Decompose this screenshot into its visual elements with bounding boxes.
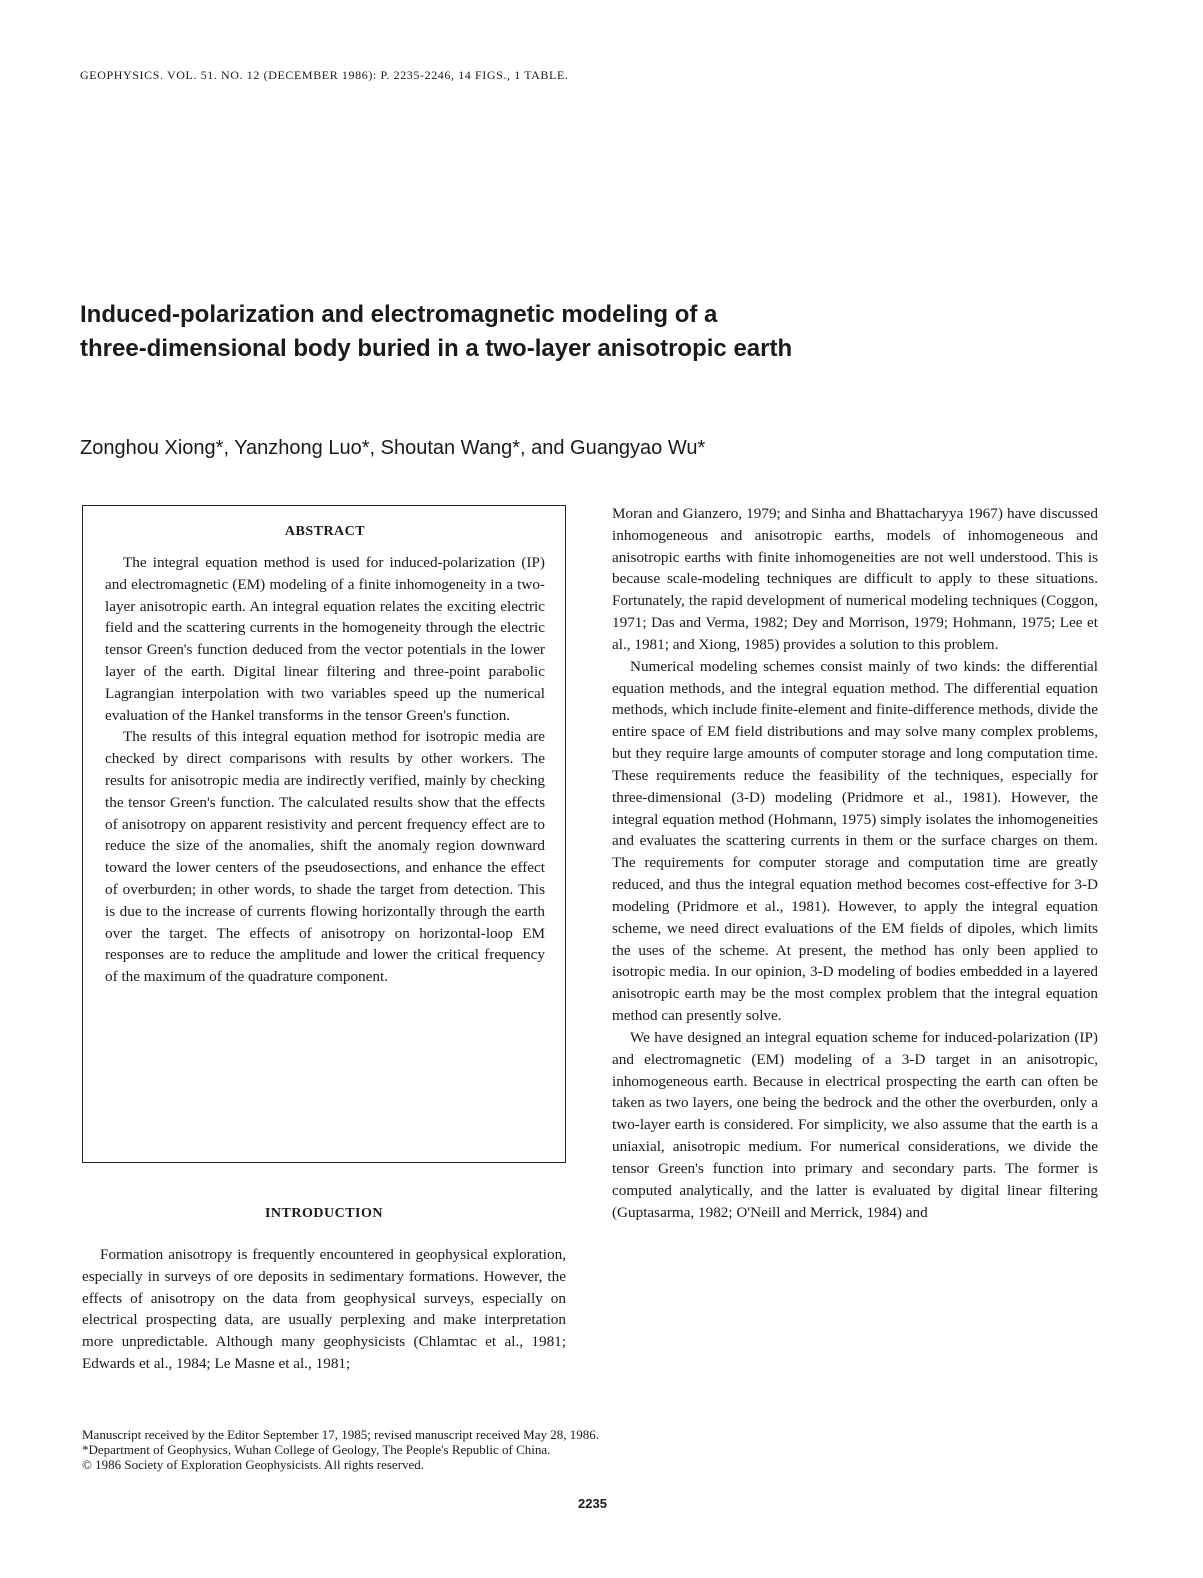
title-line-2: three-dimensional body buried in a two-layer anisotropic earth xyxy=(80,335,793,362)
abstract-paragraph-1: The integral equation method is used for induced-polarization (IP) and electromagnetic (EM) modeling of a finite inhomogeneity in a two-layer anisotropic earth. An integral equation relates the exciting electric field and the scattering currents in the homogeneity through the electric tensor Green's function deduced from the vector potentials in the lower layer of the earth. Digital linear filtering and three-point parabolic Lagrangian interpolation with two variables speed up the numerical evaluation of the Hankel transforms in the tensor Green's function. xyxy=(105,554,545,724)
footnote-received: Manuscript received by the Editor September 17, 1985; revised manuscript received May 28, 1986. xyxy=(82,1427,599,1442)
footnote-affiliation: *Department of Geophysics, Wuhan College of Geology, The People's Republic of China. xyxy=(82,1442,551,1457)
introduction-paragraph-1: Formation anisotropy is frequently encountered in geophysical exploration, especially in surveys of ore deposits in sedimentary formations. However, the effects of anisotropy on the data from geophysical surveys, especially on electrical prospecting data, are usually perplexing and make interpretation more unpredictable. Although many geophysicists (Chlamtac et al., 1981; Edwards et al., 1984; Le Masne et al., 1981; xyxy=(82,1246,566,1372)
introduction-column xyxy=(82,1244,566,1375)
footnotes xyxy=(82,1427,599,1472)
footnote-copyright: © 1986 Society of Exploration Geophysicists. All rights reserved. xyxy=(82,1457,425,1472)
author-list: Zonghou Xiong*, Yanzhong Luo*, Shoutan Wang*, and Guangyao Wu* xyxy=(80,437,706,459)
right-paragraph-2: Numerical modeling schemes consist mainly of two kinds: the differential equation methods, and the integral equation method. The differential equation methods, which include finite-element and finite-difference methods, divide the entire space of EM field distributions and may solve many complex problems, but they require large amounts of computer storage and long computation time. These requirements reduce the feasibility of the techniques, especially for three-dimensional (3-D) modeling (Pridmore et al., 1981). However, the integral equation method (Hohmann, 1975) simply isolates the inhomogeneities and evaluates the scattering currents in them or the surface charges on them. The requirements for computer storage and computation time are greatly reduced, and thus the integral equation method becomes cost-effective for 3-D modeling (Pridmore et al., 1981). However, to apply the integral equation scheme, we need direct evaluations of the EM fields of dipoles, which limits the uses of the scheme. At present, the method has only been applied to isotropic media. In our opinion, 3-D modeling of bodies embedded in a layered anisotropic earth may be the most complex problem that the integral equation method can presently solve. xyxy=(612,657,1098,1025)
introduction-heading: INTRODUCTION xyxy=(264,1206,383,1221)
abstract-box xyxy=(82,505,566,1163)
right-column xyxy=(612,503,1098,1223)
abstract-heading: ABSTRACT xyxy=(284,524,366,539)
journal-header: GEOPHYSICS. VOL. 51. NO. 12 (DECEMBER 1986): P. 2235-2246, 14 FIGS., 1 TABLE. xyxy=(80,68,569,82)
page-number: 2235 xyxy=(578,1496,607,1511)
right-paragraph-1: Moran and Gianzero, 1979; and Sinha and Bhattacharyya 1967) have discussed inhomogeneous and anisotropic earths, models of inhomogeneous and anisotropic earths with finite inhomogeneities are not well understood. This is because scale-modeling techniques are difficult to apply to these situations. Fortunately, the rapid development of numerical modeling techniques (Coggon, 1971; Das and Verma, 1982; Dey and Morrison, 1979; Hohmann, 1975; Lee et al., 1981; and Xiong, 1985) provides a solution to this problem. xyxy=(612,505,1098,653)
article-title xyxy=(80,298,1130,366)
abstract-paragraph-2: The results of this integral equation method for isotropic media are checked by direct comparisons with results by other workers. The results for anisotropic media are indirectly verified, mainly by checking the tensor Green's function. The calculated results show that the effects of anisotropy on apparent resistivity and percent frequency effect are to reduce the size of the anomalies, shift the anomaly region downward toward the lower centers of the pseudosections, and enhance the effect of overburden; in other words, to shade the target from detection. This is due to the increase of currents flowing horizontally through the earth over the target. The effects of anisotropy on horizontal-loop EM responses are to reduce the amplitude and lower the critical frequency of the maximum of the quadrature component. xyxy=(105,728,545,986)
title-line-1: Induced-polarization and electromagnetic modeling of a xyxy=(80,301,718,328)
right-paragraph-3: We have designed an integral equation scheme for induced-polarization (IP) and electromagnetic (EM) modeling of a 3-D target in an anisotropic, inhomogeneous earth. Because in electrical prospecting the earth can often be taken as two layers, one being the bedrock and the other the overburden, only a two-layer earth is considered. For simplicity, we also assume that the earth is a uniaxial, anisotropic medium. For numerical considerations, we divide the tensor Green's function into primary and secondary parts. The former is computed analytically, and the latter is evaluated by digital linear filtering (Guptasarma, 1982; O'Neill and Merrick, 1984) and xyxy=(612,1028,1098,1221)
